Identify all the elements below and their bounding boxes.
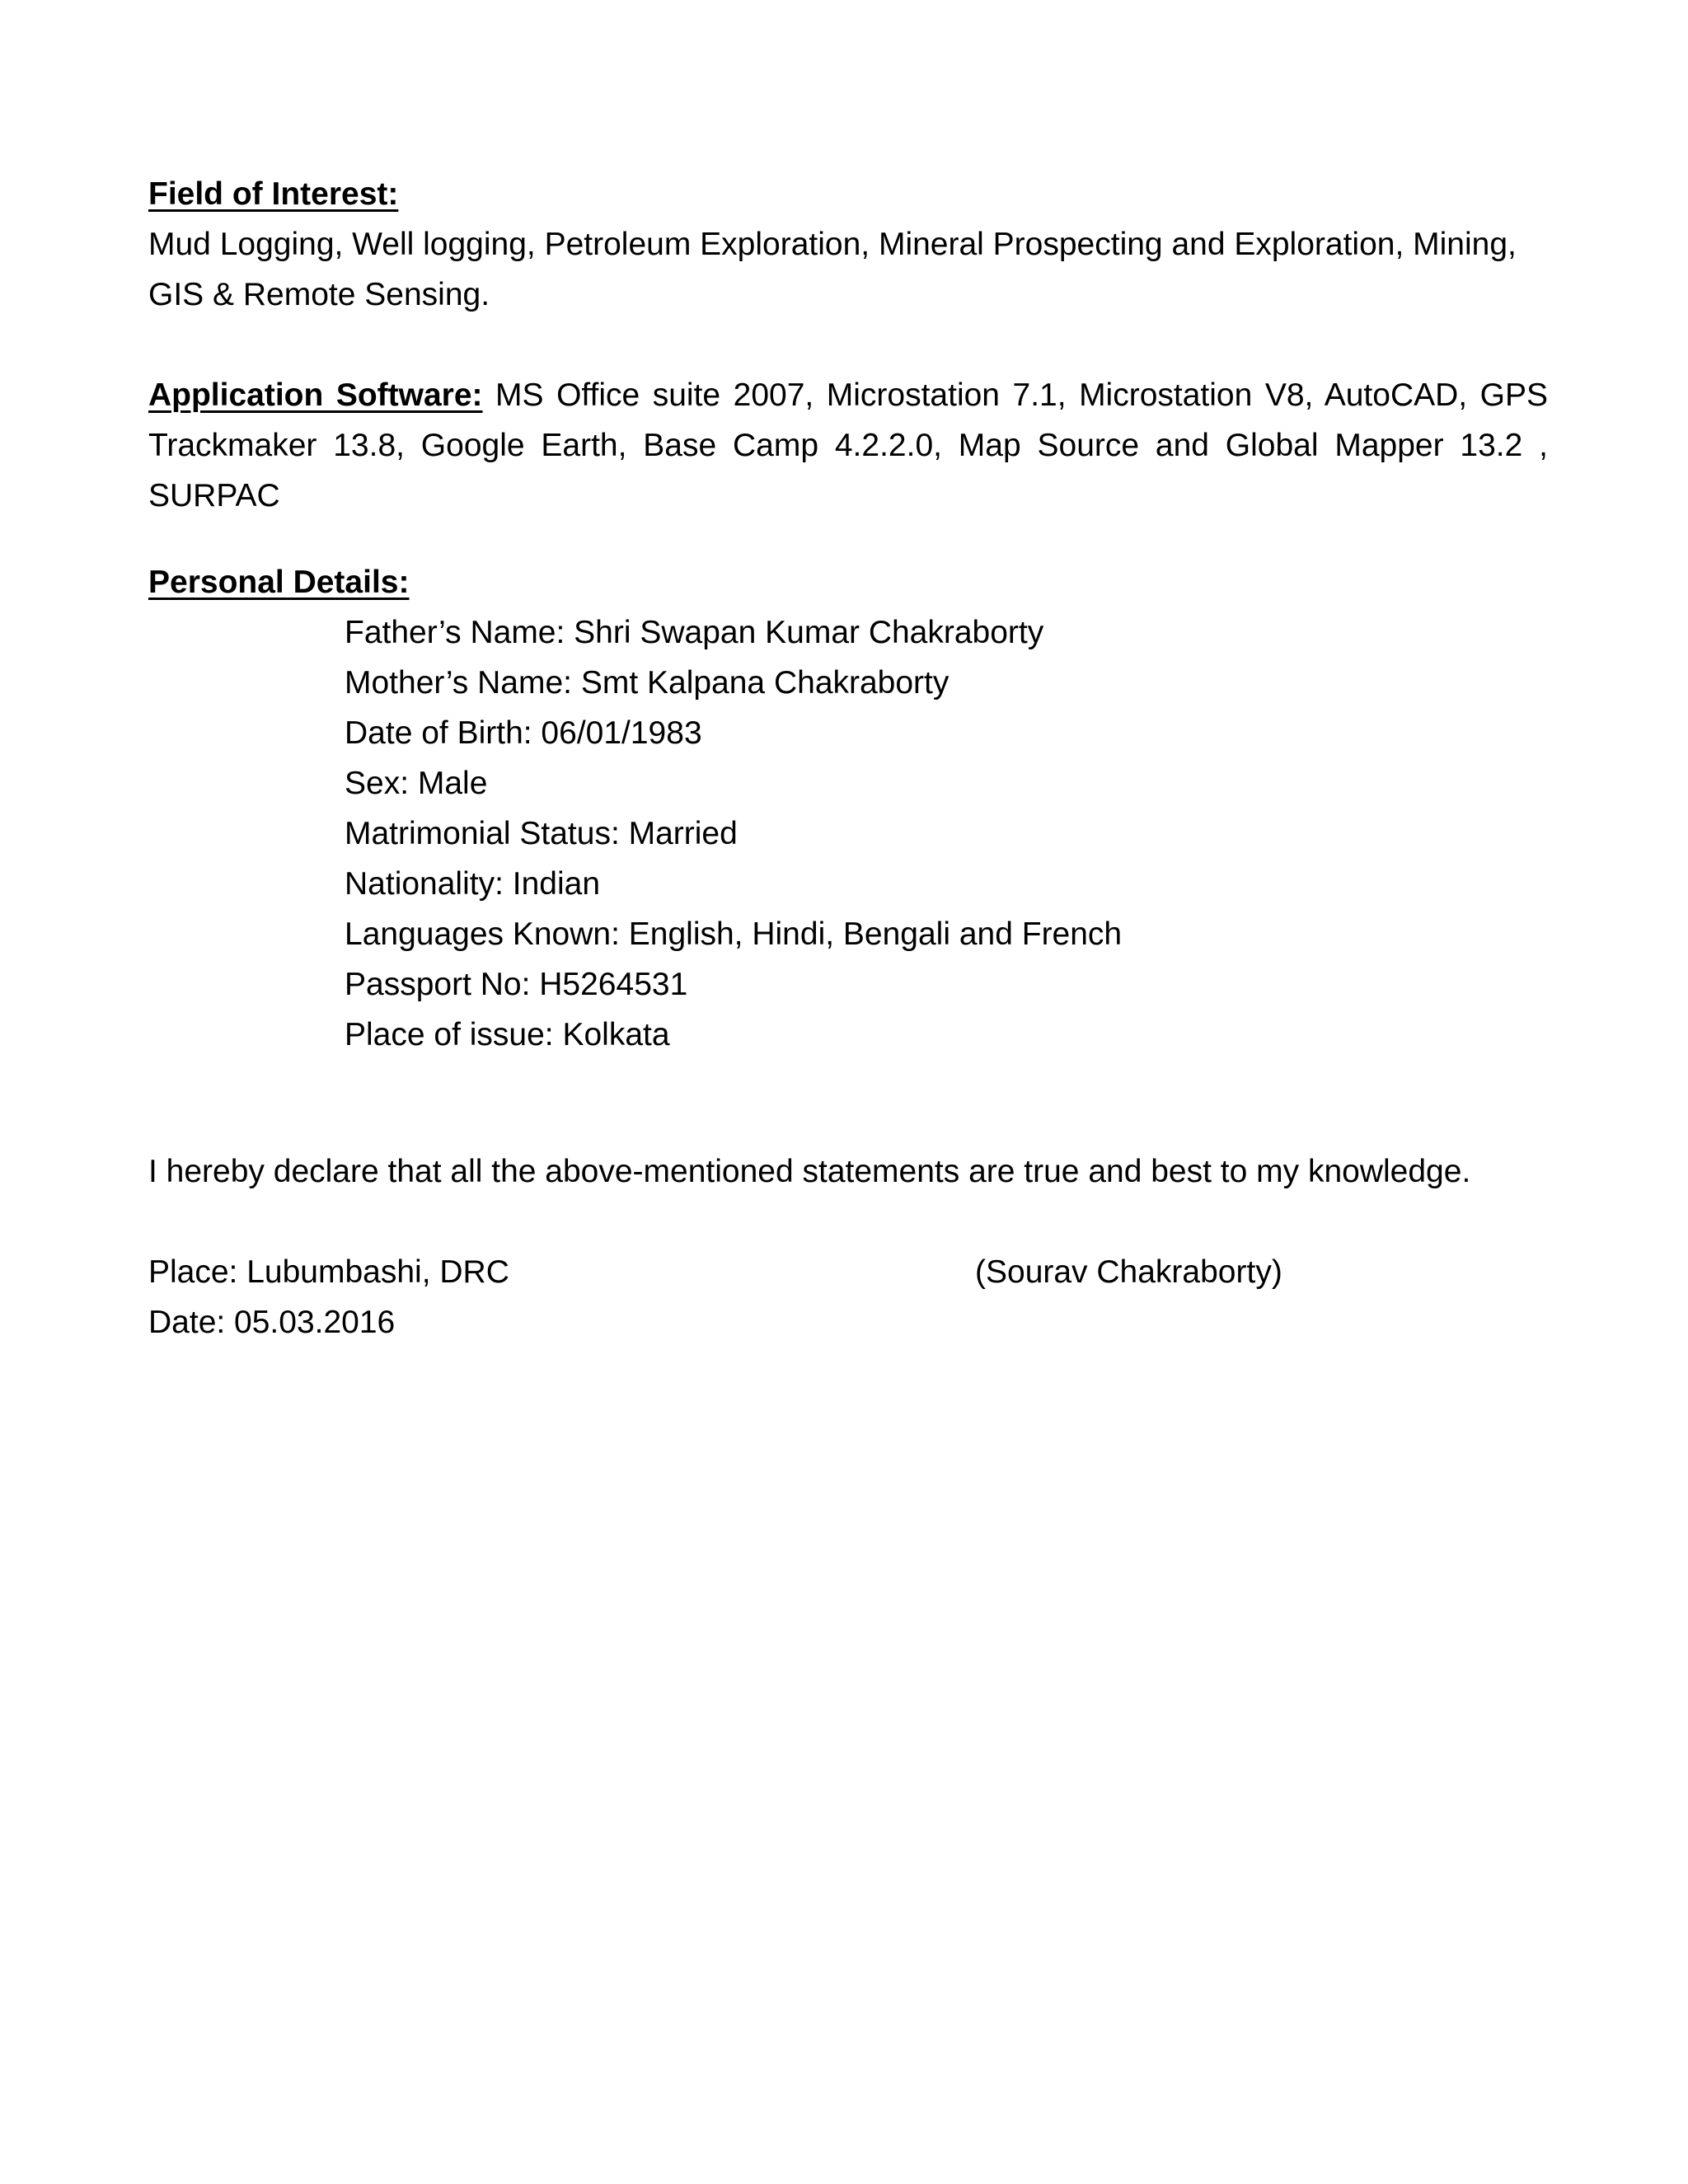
place-of-issue: Place of issue: Kolkata [345, 1017, 670, 1052]
nationality: Nationality: Indian [345, 866, 601, 902]
signature-block [148, 1247, 1548, 1347]
sex: Sex: Male [345, 766, 488, 801]
spacer [148, 320, 1548, 370]
document-content [148, 169, 1548, 1347]
place-row [148, 1247, 1548, 1297]
personal-details-list [148, 607, 1548, 1060]
signature-name: (Sourav Chakraborty) [975, 1254, 1282, 1290]
spacer [148, 1197, 1548, 1247]
field-of-interest-section [148, 169, 1548, 320]
date-row [148, 1297, 1548, 1347]
passport-no: Passport No: H5264531 [345, 967, 688, 1002]
date-of-birth: Date of Birth: 06/01/1983 [345, 715, 702, 751]
application-software-section [148, 370, 1548, 521]
languages-known: Languages Known: English, Hindi, Bengali and French [345, 916, 1123, 952]
field-of-interest-heading: Field of Interest: [148, 176, 399, 212]
date-text: Date: 05.03.2016 [148, 1305, 396, 1340]
spacer [148, 521, 1548, 557]
declaration-text: I hereby declare that all the above-mentioned statements are true and best to my knowledge. [148, 1154, 1471, 1189]
matrimonial-status: Matrimonial Status: Married [345, 816, 738, 851]
application-software-heading: Application Software: [148, 377, 483, 413]
field-of-interest-text: Mud Logging, Well logging, Petroleum Exploration, Mineral Prospecting and Exploration, Mining, GIS & Remote Sensing. [148, 227, 1517, 312]
application-software-paragraph [148, 370, 1548, 521]
personal-details-section [148, 557, 1548, 1060]
personal-details-heading: Personal Details: [148, 565, 410, 600]
place-text: Place: Lubumbashi, DRC [148, 1254, 509, 1290]
spacer [148, 1060, 1548, 1146]
application-software-text: MS Office suite 2007, Microstation 7.1, Microstation V8, AutoCAD, GPS Trackmaker 13.8, Google Earth, Base Camp 4.2.2.0, Map Source and Global Mapper 13.2 , SURPAC [148, 377, 1548, 513]
fathers-name: Father’s Name: Shri Swapan Kumar Chakraborty [345, 615, 1044, 650]
mothers-name: Mother’s Name: Smt Kalpana Chakraborty [345, 665, 950, 701]
